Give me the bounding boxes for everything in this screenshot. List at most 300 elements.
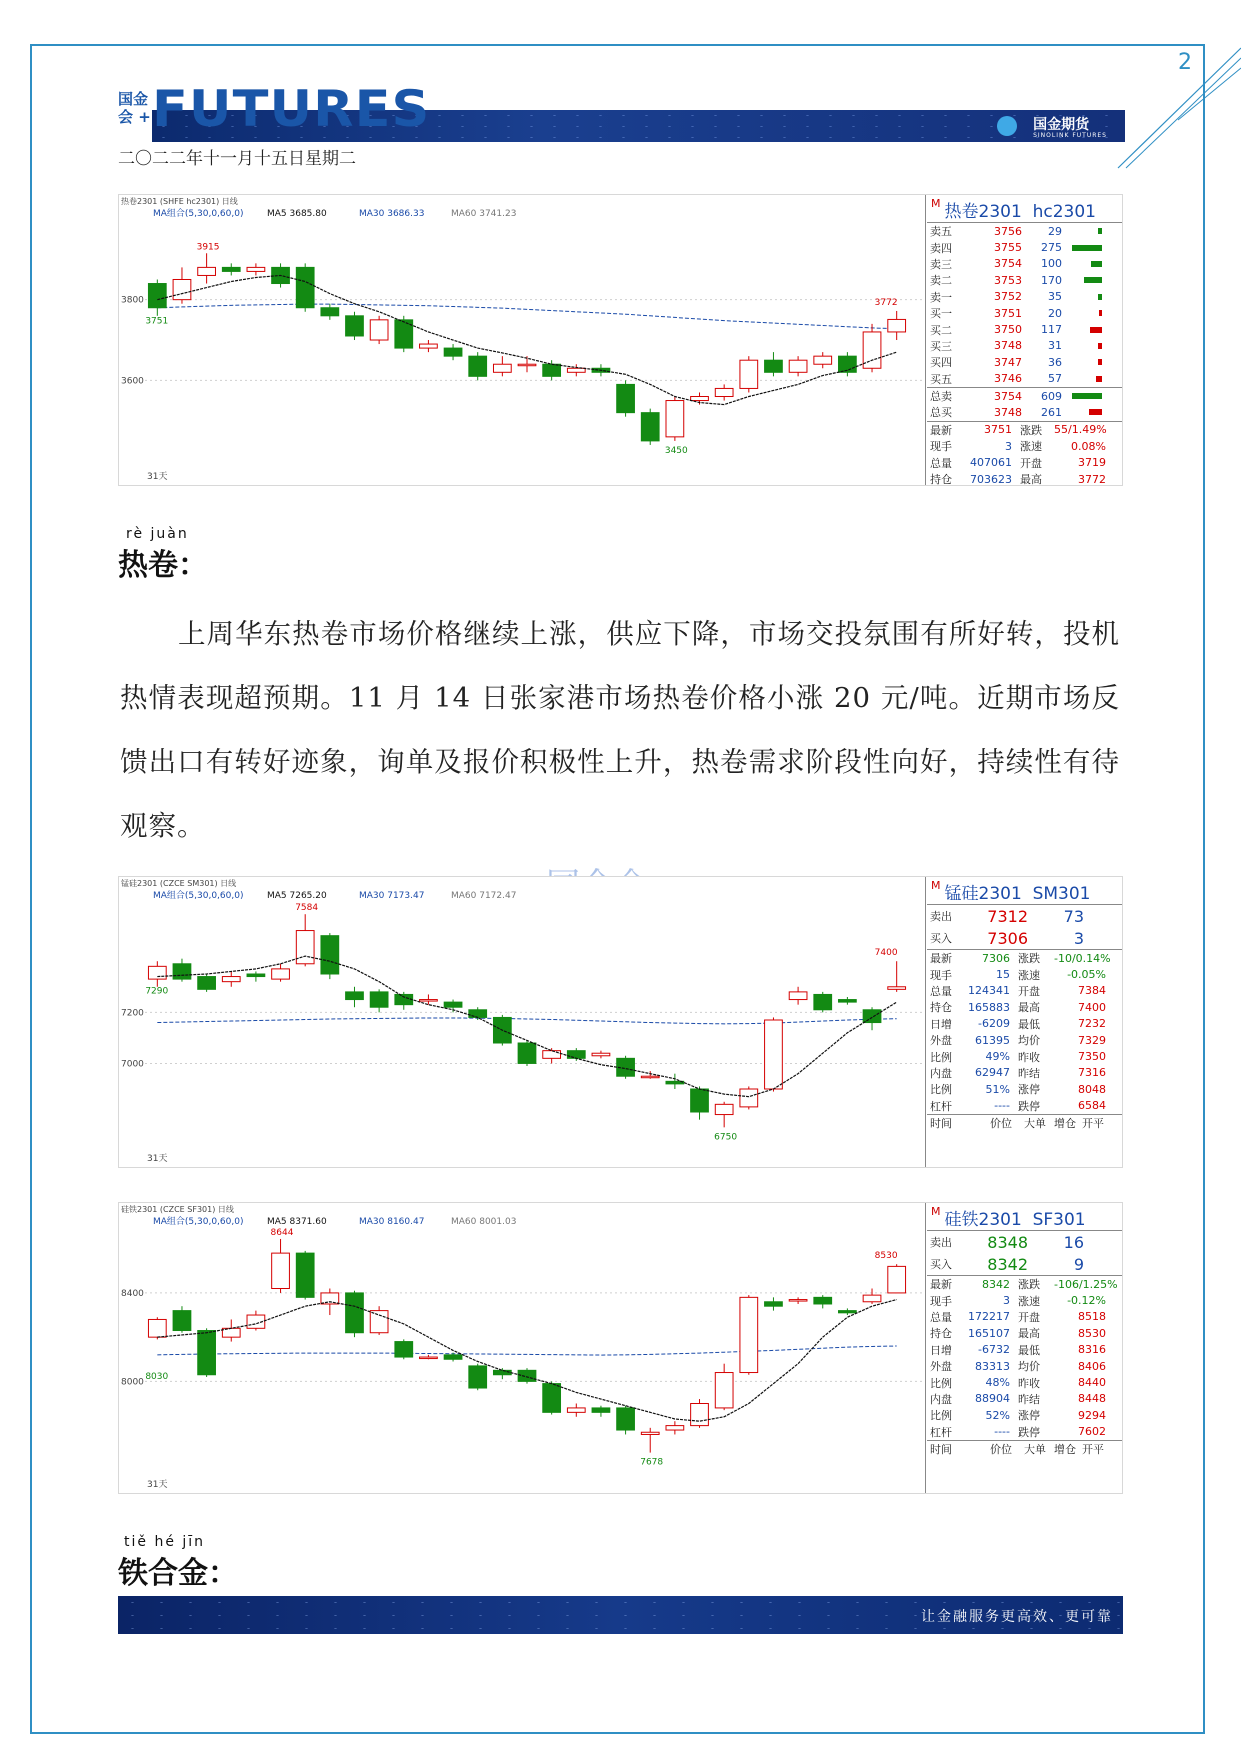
candle <box>370 1306 388 1335</box>
order-volume: 20 <box>1048 306 1062 320</box>
candle <box>691 1086 709 1119</box>
stat-label: 总量 <box>930 1310 952 1324</box>
high-label: 3915 <box>196 242 220 253</box>
volume-bar-wrap <box>1062 261 1102 267</box>
stat-label: 现手 <box>930 1294 952 1308</box>
candle <box>296 914 314 966</box>
quote-title: $^M$ 热卷2301 hc2301 <box>931 197 1096 222</box>
stat-value: 8342 <box>982 1277 1010 1291</box>
stat-label: 昨收 <box>1018 1050 1040 1064</box>
stat-row <box>927 1374 1122 1390</box>
ask-row <box>927 905 1122 927</box>
order-row <box>927 305 1122 321</box>
candle <box>839 352 857 376</box>
stat-row <box>927 1081 1122 1097</box>
stat-label: 涨停 <box>1018 1409 1040 1423</box>
tick-col-bigorder: 大单 <box>1024 1117 1046 1131</box>
stat-value: -6209 <box>978 1017 1010 1031</box>
ma30-line <box>157 1346 896 1355</box>
tick-col-oi: 增仓 <box>1054 1117 1076 1131</box>
stat-label: 最高 <box>1018 1001 1040 1015</box>
price-axis-label: 7000 <box>121 1059 144 1070</box>
candle <box>247 971 265 981</box>
tick-col-price: 价位 <box>990 1117 1012 1131</box>
candle <box>420 340 438 352</box>
stat-label: 最高 <box>1020 473 1042 487</box>
tick-col-openclose: 开平 <box>1082 1117 1104 1131</box>
order-label: 买三 <box>930 339 952 353</box>
order-volume: 57 <box>1048 372 1062 386</box>
left-label: 7290 <box>145 986 169 997</box>
volume-bar <box>1072 245 1102 251</box>
section1-paragraph: 上周华东热卷市场价格继续上涨，供应下降，市场交投氛围有所好转，投机热情表现超预期。11 月 14 日张家港市场热卷价格小涨 20 元/吨。近期市场反馈出口有转好迹象，询单及报价积极性上升，热卷需求阶段性向好，持续性有待观察。 <box>120 618 1120 842</box>
bid-ask-price: 8342 <box>987 1254 1028 1274</box>
order-price: 3751 <box>994 306 1022 320</box>
candle <box>543 1048 561 1063</box>
stat-value: 407061 <box>970 456 1012 470</box>
report-date: 二〇二二年十一月十五日星期二 <box>118 149 356 169</box>
volume-bar-wrap <box>1062 294 1102 300</box>
ma-legend: MA组合(5,30,0,60,0) <box>153 209 244 219</box>
bid-ask-volume: 9 <box>1073 1254 1084 1274</box>
volume-bar <box>1099 310 1102 316</box>
candle <box>740 1295 758 1375</box>
stat-value: ---- <box>994 1099 1010 1113</box>
quote-stats <box>927 421 1122 488</box>
stat-row <box>927 1065 1122 1081</box>
stat-value: 3 <box>1003 1294 1010 1308</box>
candle <box>346 312 364 340</box>
stat-row <box>927 1358 1122 1374</box>
candle <box>395 1339 413 1359</box>
section1-heading: 热卷： <box>118 548 208 583</box>
stat-label: 涨速 <box>1018 968 1040 982</box>
order-price: 3750 <box>994 323 1022 337</box>
candle <box>814 1295 832 1308</box>
candle <box>715 1364 733 1410</box>
stat-row <box>927 1016 1122 1032</box>
volume-bar <box>1090 327 1102 333</box>
stat-label: 比例 <box>930 1050 952 1064</box>
candle <box>444 1000 462 1013</box>
volume-bar-wrap <box>1062 228 1102 234</box>
stat-label: 最新 <box>930 1278 952 1292</box>
tick-col-openclose: 开平 <box>1082 1443 1104 1457</box>
candle <box>666 1421 684 1434</box>
ma30-value: MA30 3686.33 <box>359 209 425 219</box>
order-volume: 36 <box>1048 355 1062 369</box>
candle <box>691 1399 709 1428</box>
stat-value: 7316 <box>1078 1066 1106 1080</box>
stat-value: 7232 <box>1078 1017 1106 1031</box>
high-label: 8644 <box>270 1227 294 1238</box>
stat-label: 总量 <box>930 984 952 998</box>
footer-banner <box>118 1596 1123 1634</box>
quote-title: $^M$ 锰硅2301 SM301 <box>931 879 1091 904</box>
stat-value: 165883 <box>968 1000 1010 1014</box>
stat-value: 0.08% <box>1071 439 1106 453</box>
stat-label: 涨速 <box>1018 1294 1040 1308</box>
stat-value: 3 <box>1005 439 1012 453</box>
bid-ask-label: 卖出 <box>930 910 952 923</box>
candle <box>765 352 783 376</box>
stat-value: 8406 <box>1078 1359 1106 1373</box>
stat-value: 51% <box>985 1082 1010 1096</box>
stat-label: 杠杆 <box>930 1099 952 1113</box>
stat-label: 现手 <box>930 440 952 454</box>
order-price: 3748 <box>994 339 1022 353</box>
tick-col-bigorder: 大单 <box>1024 1443 1046 1457</box>
candle <box>198 253 216 283</box>
price-axis-label: 3800 <box>121 295 144 306</box>
stat-label: 最高 <box>1018 1327 1040 1341</box>
volume-bar <box>1072 393 1102 399</box>
stat-value: 88904 <box>975 1392 1010 1406</box>
stat-row <box>927 1325 1122 1341</box>
order-row <box>927 321 1122 337</box>
stat-row <box>927 1309 1122 1325</box>
stat-value: 8048 <box>1078 1082 1106 1096</box>
order-volume: 275 <box>1041 241 1062 255</box>
logo-cn: 国金 会 + <box>118 90 151 126</box>
volume-bar <box>1098 359 1102 365</box>
candle <box>839 997 857 1005</box>
volume-bar <box>1098 294 1102 300</box>
ma60-value: MA60 8001.03 <box>451 1217 517 1227</box>
stat-value: -6732 <box>978 1343 1010 1357</box>
stat-value: 8518 <box>1078 1310 1106 1324</box>
stat-value: -106/1.25% <box>1054 1277 1118 1291</box>
kline-chart <box>119 195 925 485</box>
ma-legend: MA组合(5,30,0,60,0) <box>153 1217 244 1227</box>
order-price: 3756 <box>994 224 1022 238</box>
order-row <box>927 371 1122 387</box>
stat-row <box>927 983 1122 999</box>
stat-value: 83313 <box>975 1359 1010 1373</box>
order-label: 总买 <box>930 406 952 420</box>
candle <box>272 1239 290 1293</box>
volume-bar <box>1089 409 1102 415</box>
stat-row <box>927 454 1122 470</box>
stat-value: 52% <box>985 1408 1010 1422</box>
high-label: 7584 <box>295 903 319 914</box>
tick-col-time: 时间 <box>930 1117 952 1131</box>
stat-value: 124341 <box>968 984 1010 998</box>
candle <box>740 356 758 392</box>
order-volume: 35 <box>1048 290 1062 304</box>
order-label: 卖二 <box>930 274 952 288</box>
candle <box>765 1297 783 1310</box>
stat-value: 62947 <box>975 1066 1010 1080</box>
stat-label: 昨收 <box>1018 1376 1040 1390</box>
order-book <box>927 222 1122 387</box>
stat-row <box>927 950 1122 966</box>
quote-stats <box>927 1275 1122 1440</box>
stat-label: 外盘 <box>930 1360 952 1374</box>
volume-bar-wrap <box>1062 245 1102 251</box>
ma30-line <box>157 1018 896 1024</box>
ma5-value: MA5 3685.80 <box>267 209 327 219</box>
stat-value: 7306 <box>982 951 1010 965</box>
order-price: 3748 <box>994 405 1022 419</box>
candle <box>469 1364 487 1391</box>
tick-header-row <box>927 1115 1122 1131</box>
bid-ask-label: 卖出 <box>930 1236 952 1249</box>
order-volume: 29 <box>1048 224 1062 238</box>
order-label: 卖一 <box>930 290 952 304</box>
kline-chart <box>119 1203 925 1493</box>
candle <box>321 933 339 979</box>
stat-row <box>927 1276 1122 1292</box>
stat-value: 8448 <box>1078 1392 1106 1406</box>
chart-toolbar: 热卷2301 (SHFE hc2301) 日线 <box>121 197 238 206</box>
candle <box>346 987 364 1007</box>
ask-row <box>927 1231 1122 1253</box>
stat-value: 172217 <box>968 1310 1010 1324</box>
tick-col-time: 时间 <box>930 1443 952 1457</box>
order-row <box>927 404 1122 420</box>
ma30-value: MA30 7173.47 <box>359 891 425 901</box>
stat-value: 15 <box>996 968 1010 982</box>
stat-value: 6584 <box>1078 1099 1106 1113</box>
stat-value: 7400 <box>1078 1000 1106 1014</box>
order-label: 卖五 <box>930 225 952 239</box>
stat-label: 均价 <box>1018 1360 1040 1374</box>
ma5-value: MA5 7265.20 <box>267 891 327 901</box>
stat-label: 涨跌 <box>1020 423 1042 437</box>
ma5-value: MA5 8371.60 <box>267 1217 327 1227</box>
kline-area <box>119 877 926 1167</box>
stat-label: 涨跌 <box>1018 1278 1040 1292</box>
volume-bar-wrap <box>1062 409 1102 415</box>
chart-ferrosilicon <box>118 1202 1123 1494</box>
stat-label: 内盘 <box>930 1392 952 1406</box>
tick-header <box>927 1440 1122 1457</box>
bid-ask <box>927 1230 1122 1275</box>
stat-row <box>927 999 1122 1015</box>
candle <box>173 959 191 982</box>
candle <box>370 316 388 344</box>
stat-value: 8440 <box>1078 1376 1106 1390</box>
kline-area <box>119 1203 926 1493</box>
stat-value: 7384 <box>1078 984 1106 998</box>
section2-heading: 铁合金： <box>118 1556 238 1591</box>
stat-row <box>927 422 1122 438</box>
stat-label: 杠杆 <box>930 1425 952 1439</box>
volume-bar-wrap <box>1062 277 1102 283</box>
order-volume: 261 <box>1041 405 1062 419</box>
order-row <box>927 289 1122 305</box>
order-label: 买二 <box>930 323 952 337</box>
candle <box>888 1264 906 1293</box>
ma30-line <box>157 304 896 329</box>
stat-row <box>927 1391 1122 1407</box>
candle <box>715 384 733 400</box>
order-volume: 31 <box>1048 339 1062 353</box>
stat-value: 8530 <box>1078 1326 1106 1340</box>
order-row <box>927 272 1122 288</box>
quote-panel <box>927 195 1122 485</box>
quote-title: $^M$ 硅铁2301 SF301 <box>931 1205 1086 1230</box>
days-label: 31天 <box>147 472 168 482</box>
candle <box>247 1311 265 1331</box>
ma30-value: MA30 8160.47 <box>359 1217 425 1227</box>
stat-label: 总量 <box>930 456 952 470</box>
stat-label: 持仓 <box>930 473 952 487</box>
stat-value: 7329 <box>1078 1033 1106 1047</box>
stat-value: 61395 <box>975 1033 1010 1047</box>
stat-value: ---- <box>994 1425 1010 1439</box>
candle <box>888 961 906 992</box>
stat-row <box>927 1048 1122 1064</box>
candle <box>296 263 314 311</box>
candle <box>173 267 191 303</box>
stat-value: 48% <box>985 1376 1010 1390</box>
stat-label: 最新 <box>930 423 952 437</box>
stat-row <box>927 966 1122 982</box>
brand-name: 国金期货 SINOLINK FUTURES <box>1033 117 1107 139</box>
bid-ask-price: 7312 <box>987 906 1028 926</box>
bid-ask-volume: 73 <box>1063 906 1084 926</box>
candle <box>493 356 511 376</box>
price-axis-label: 3600 <box>121 376 144 387</box>
volume-bar <box>1084 277 1102 283</box>
candle <box>198 1328 216 1377</box>
stat-value: 7602 <box>1078 1425 1106 1439</box>
order-volume: 609 <box>1041 389 1062 403</box>
quote-stats <box>927 949 1122 1114</box>
candle <box>395 992 413 1010</box>
stat-row <box>927 471 1122 487</box>
brand-logo-icon <box>997 116 1017 136</box>
order-volume: 170 <box>1041 273 1062 287</box>
order-label: 买四 <box>930 356 952 370</box>
candle <box>493 1368 511 1379</box>
stat-label: 比例 <box>930 1409 952 1423</box>
order-price: 3754 <box>994 389 1022 403</box>
order-row <box>927 354 1122 370</box>
stat-value: -10/0.14% <box>1054 951 1111 965</box>
stat-label: 日增 <box>930 1343 952 1357</box>
stat-label: 最新 <box>930 952 952 966</box>
candle <box>592 1051 610 1059</box>
stat-value: 49% <box>985 1050 1010 1064</box>
volume-bar-wrap <box>1062 359 1102 365</box>
low-label: 7678 <box>640 1457 664 1468</box>
tick-col-oi: 增仓 <box>1054 1443 1076 1457</box>
ma60-value: MA60 7172.47 <box>451 891 517 901</box>
left-label: 8030 <box>145 1371 169 1382</box>
volume-bar-wrap <box>1062 343 1102 349</box>
kline-area <box>119 195 926 485</box>
quote-panel <box>927 1203 1122 1493</box>
candle <box>346 1291 364 1337</box>
candle <box>641 1428 659 1453</box>
volume-bar-wrap <box>1062 310 1102 316</box>
right-label: 8530 <box>874 1251 898 1262</box>
candle <box>641 409 659 445</box>
left-label: 3751 <box>145 316 169 327</box>
candle <box>567 1048 585 1061</box>
volume-bar-wrap <box>1062 393 1102 399</box>
candle <box>173 1306 191 1333</box>
candle <box>198 974 216 992</box>
candle <box>247 263 265 275</box>
candle <box>888 311 906 340</box>
bid-ask <box>927 904 1122 949</box>
candle <box>789 1297 807 1304</box>
stat-label: 持仓 <box>930 1327 952 1341</box>
stat-label: 比例 <box>930 1376 952 1390</box>
footer-slogan: 让金融服务更高效、更可靠 <box>921 1609 1113 1625</box>
order-price: 3753 <box>994 273 1022 287</box>
candle <box>370 989 388 1012</box>
bid-ask-label: 买入 <box>930 932 952 945</box>
bid-ask-price: 7306 <box>987 928 1028 948</box>
candle <box>272 964 290 982</box>
stat-label: 开盘 <box>1018 984 1040 998</box>
stat-value: 3751 <box>984 423 1012 437</box>
candle <box>420 1355 438 1359</box>
stat-label: 昨结 <box>1018 1066 1040 1080</box>
ma-legend: MA组合(5,30,0,60,0) <box>153 891 244 901</box>
volume-bar <box>1096 376 1102 382</box>
low-label: 6750 <box>714 1132 738 1143</box>
candle <box>863 324 881 372</box>
order-price: 3754 <box>994 257 1022 271</box>
order-label: 卖三 <box>930 257 952 271</box>
stat-label: 涨停 <box>1018 1083 1040 1097</box>
right-label: 3772 <box>874 297 898 308</box>
candle <box>789 356 807 376</box>
quote-panel <box>927 877 1122 1167</box>
candle <box>814 352 832 368</box>
candle <box>567 1404 585 1417</box>
candle <box>617 1406 635 1435</box>
order-price: 3755 <box>994 241 1022 255</box>
stat-value: 3719 <box>1078 456 1106 470</box>
candle <box>617 380 635 416</box>
volume-bar-wrap <box>1062 376 1102 382</box>
stat-value: 703623 <box>970 472 1012 486</box>
candle <box>296 1251 314 1300</box>
order-price: 3746 <box>994 372 1022 386</box>
days-label: 31天 <box>147 1480 168 1490</box>
candle <box>814 992 832 1012</box>
price-axis-label: 8400 <box>121 1288 144 1299</box>
stat-value: 165107 <box>968 1326 1010 1340</box>
stat-label: 开盘 <box>1020 456 1042 470</box>
tick-col-price: 价位 <box>990 1443 1012 1457</box>
candle <box>518 1040 536 1066</box>
stat-label: 开盘 <box>1018 1310 1040 1324</box>
page-number: 2 <box>1178 50 1192 75</box>
stat-row <box>927 1292 1122 1308</box>
candle <box>863 1007 881 1030</box>
stat-value: 9294 <box>1078 1408 1106 1422</box>
bid-ask-label: 买入 <box>930 1258 952 1271</box>
stat-label: 涨速 <box>1020 440 1042 454</box>
bid-row <box>927 1253 1122 1275</box>
stat-value: -0.12% <box>1067 1294 1106 1308</box>
stat-label: 外盘 <box>930 1034 952 1048</box>
volume-bar <box>1091 261 1102 267</box>
candle <box>863 1289 881 1304</box>
candle <box>222 263 240 275</box>
chart-toolbar: 锰硅2301 (CZCE SM301) 日线 <box>121 879 237 888</box>
stat-label: 跌停 <box>1018 1099 1040 1113</box>
logo-futures: FUTURES <box>152 80 431 138</box>
